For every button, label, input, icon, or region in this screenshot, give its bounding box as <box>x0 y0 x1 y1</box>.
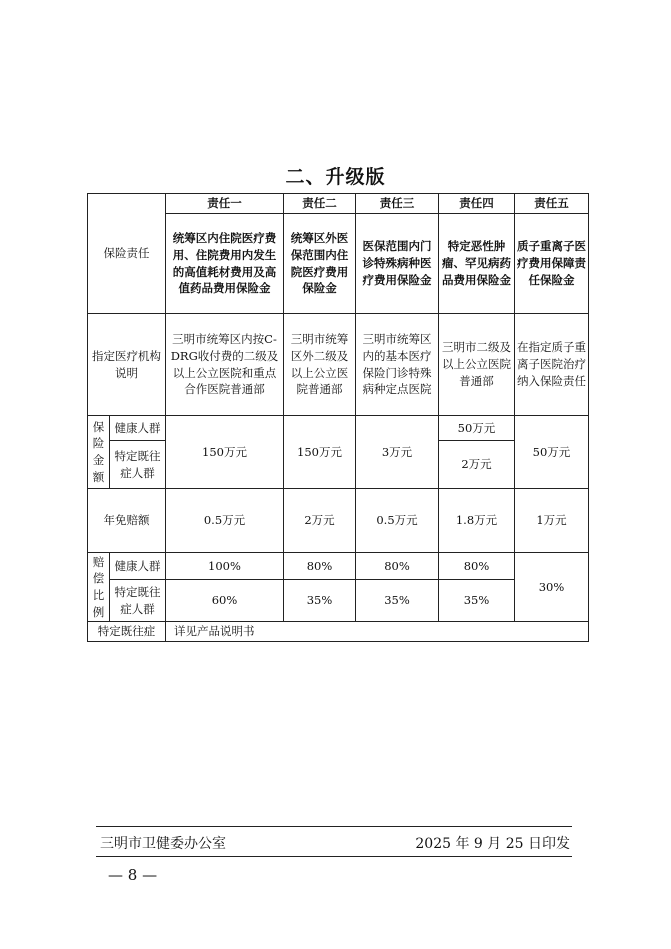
insurance-table <box>87 193 589 642</box>
amount-healthy-label: 健康人群 <box>110 416 166 441</box>
duty-head-3: 责任三 <box>356 194 439 214</box>
deductible-4: 1.8万元 <box>439 489 515 553</box>
duty-desc-4: 特定恶性肿瘤、罕见病药品费用保险金 <box>439 214 515 314</box>
amount-duty-4-preexisting: 2万元 <box>439 441 515 489</box>
deductible-1: 0.5万元 <box>166 489 284 553</box>
deductible-5: 1万元 <box>515 489 589 553</box>
institution-3: 三明市统筹区内的基本医疗保险门诊特殊病种定点医院 <box>356 314 439 416</box>
ratio-duty-5: 30% <box>515 553 589 622</box>
amount-duty-1: 150万元 <box>166 416 284 489</box>
duty-head-5: 责任五 <box>515 194 589 214</box>
footer-date: 2025 年 9 月 25 日印发 <box>415 836 570 852</box>
institution-4: 三明市二级及以上公立医院普通部 <box>439 314 515 416</box>
ratio-healthy-2: 80% <box>284 553 356 580</box>
deductible-2: 2万元 <box>284 489 356 553</box>
amount-duty-4-healthy: 50万元 <box>439 416 515 441</box>
page-number: — 8 — <box>108 866 158 884</box>
amount-duty-3: 3万元 <box>356 416 439 489</box>
ratio-healthy-3: 80% <box>356 553 439 580</box>
footer <box>100 833 570 853</box>
institution-5: 在指定质子重离子医院治疗纳入保险责任 <box>515 314 589 416</box>
duty-label: 保险责任 <box>88 194 166 314</box>
amount-duty-2: 150万元 <box>284 416 356 489</box>
ratio-label: 赔 偿 比 例 <box>88 553 110 622</box>
institution-label: 指定医疗机构说明 <box>88 314 166 416</box>
amount-preexisting-label: 特定既往症人群 <box>110 441 166 489</box>
ratio-healthy-1: 100% <box>166 553 284 580</box>
preexisting-condition-value: 详见产品说明书 <box>166 622 589 642</box>
footer-bottom-rule <box>96 856 572 857</box>
duty-desc-2: 统筹区外医保范围内住院医疗费用保险金 <box>284 214 356 314</box>
deductible-label: 年免赔额 <box>88 489 166 553</box>
amount-label: 保 险 金 额 <box>88 416 110 489</box>
duty-head-4: 责任四 <box>439 194 515 214</box>
section-title: 二、升级版 <box>285 166 386 188</box>
ratio-healthy-label: 健康人群 <box>110 553 166 580</box>
duty-desc-3: 医保范围内门诊特殊病种医疗费用保险金 <box>356 214 439 314</box>
deductible-3: 0.5万元 <box>356 489 439 553</box>
ratio-preexisting-label: 特定既往症人群 <box>110 580 166 622</box>
ratio-pre-1: 60% <box>166 580 284 622</box>
ratio-pre-2: 35% <box>284 580 356 622</box>
duty-head-1: 责任一 <box>166 194 284 214</box>
preexisting-condition-label: 特定既往症 <box>88 622 166 642</box>
duty-desc-1: 统筹区内住院医疗费用、住院费用内发生的高值耗材费用及高值药品费用保险金 <box>166 214 284 314</box>
institution-1: 三明市统筹区内按C-DRG收付费的二级及以上公立医院和重点合作医院普通部 <box>166 314 284 416</box>
footer-issuer: 三明市卫健委办公室 <box>100 836 226 852</box>
ratio-pre-4: 35% <box>439 580 515 622</box>
institution-2: 三明市统筹区外二级及以上公立医院普通部 <box>284 314 356 416</box>
footer-top-rule <box>96 826 572 827</box>
amount-duty-5: 50万元 <box>515 416 589 489</box>
ratio-healthy-4: 80% <box>439 553 515 580</box>
duty-head-2: 责任二 <box>284 194 356 214</box>
ratio-pre-3: 35% <box>356 580 439 622</box>
duty-desc-5: 质子重离子医疗费用保障责任保险金 <box>515 214 589 314</box>
